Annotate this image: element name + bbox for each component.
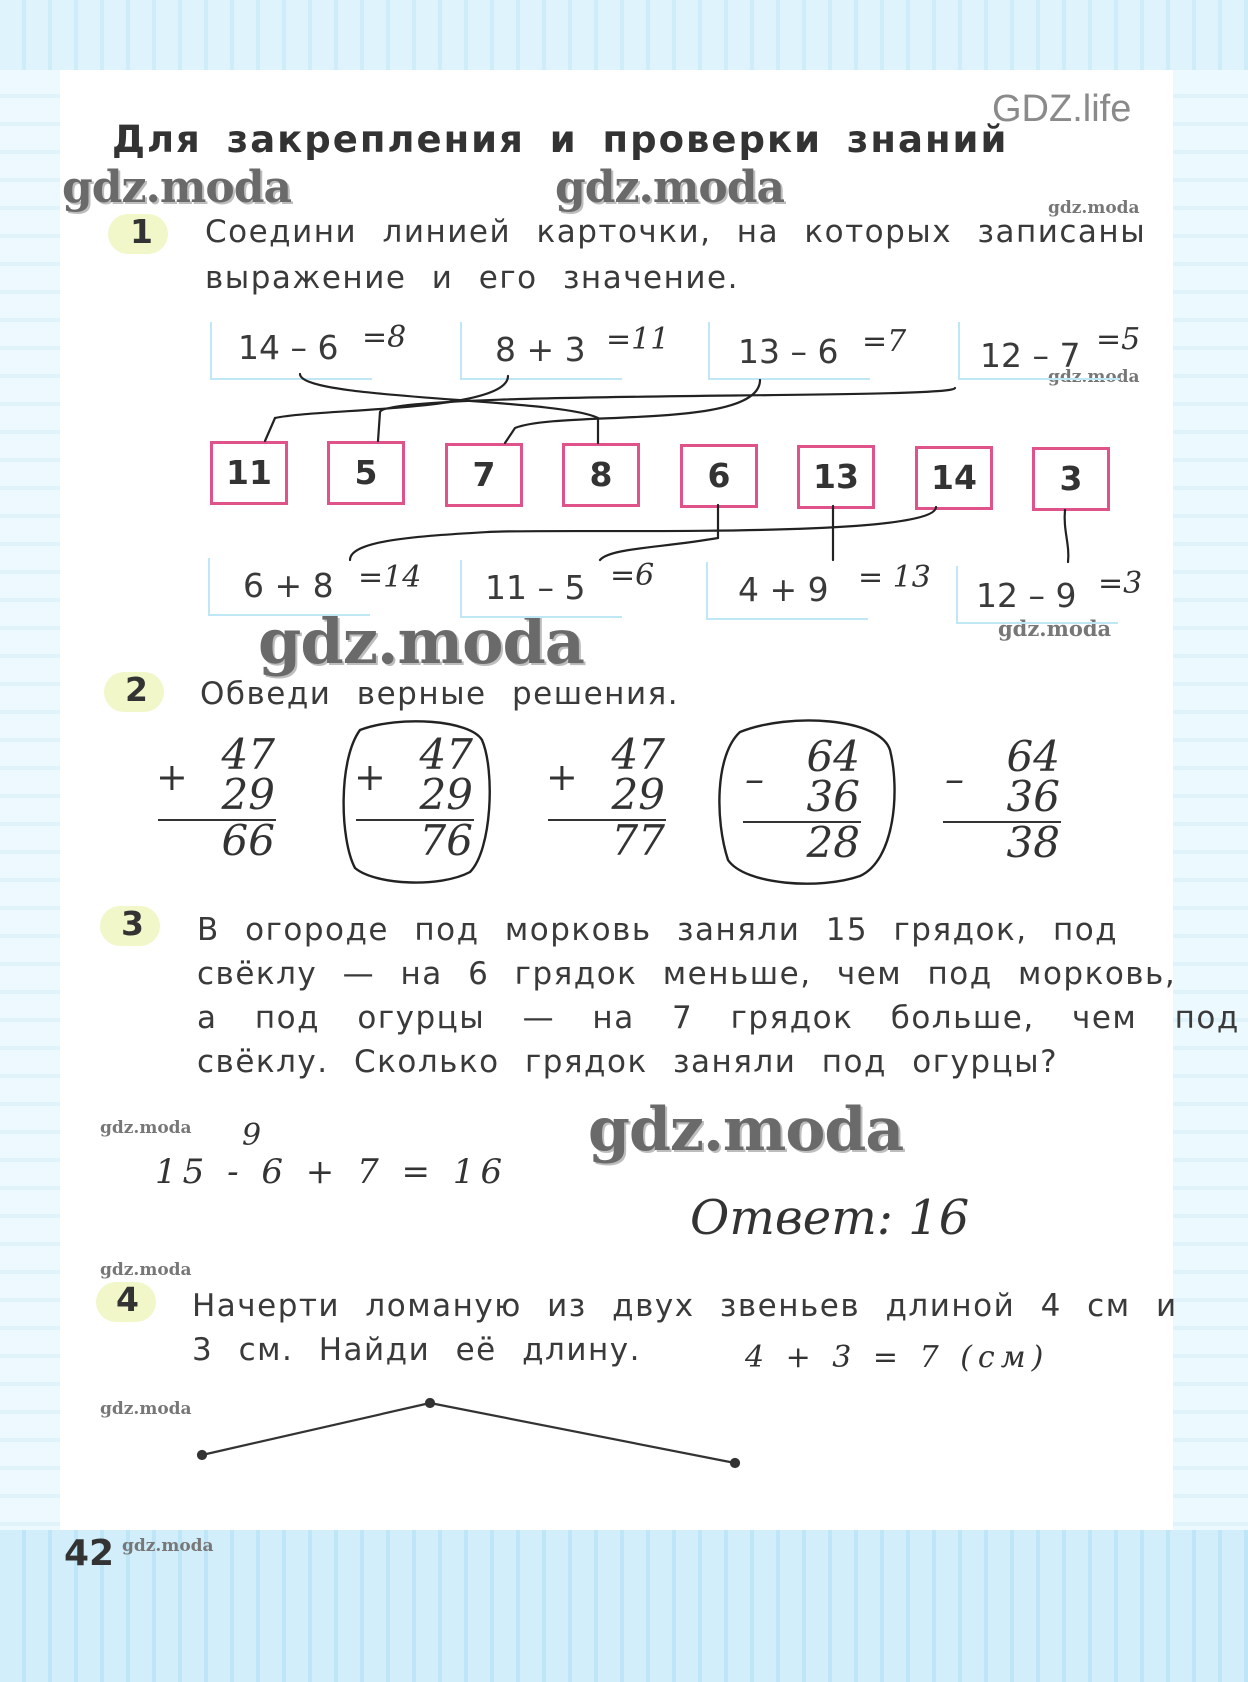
operand-b: 36 [806, 772, 860, 821]
operand-a: 64 [1006, 732, 1060, 781]
task3-text-line4: свёклу. Сколько грядок заняли под огурцы? [197, 1044, 1059, 1080]
card-expression: 11 – 5 [485, 568, 586, 607]
task3-answer: Ответ: 16 [690, 1190, 970, 1246]
solution-circles [0, 700, 1248, 900]
watermark: gdz.moda [100, 1260, 192, 1280]
link-13-6-to-7 [505, 380, 760, 443]
card-expression: 12 – 7 [980, 336, 1081, 375]
task1-text-line1: Соедини линией карточки, на которых записаны [205, 214, 1147, 250]
watermark: gdz.moda [100, 1399, 192, 1419]
link-6-8-to-14 [350, 507, 936, 560]
card-expression: 4 + 9 [738, 570, 829, 609]
watermark: gdz.moda [100, 1118, 192, 1138]
value-box: 7 [445, 443, 523, 507]
operand-b: 29 [419, 770, 473, 819]
link-11-5-to-6 [600, 505, 718, 560]
task3-work: 15 - 6 + 7 = 16 [155, 1152, 509, 1192]
watermark: gdz.moda [1048, 198, 1140, 218]
page-number: 42 [64, 1533, 115, 1574]
operand-b: 36 [1006, 772, 1060, 821]
task-number: 3 [121, 904, 144, 943]
operand-a: 64 [806, 732, 860, 781]
watermark: gdz.moda [62, 162, 292, 213]
link-12-9-to-3 [1065, 510, 1069, 562]
value-box: 11 [210, 441, 288, 505]
operator-sign: + [546, 755, 578, 799]
task-number: 2 [125, 670, 148, 709]
card-expression: 6 + 8 [243, 566, 334, 605]
vertex-point [731, 1459, 739, 1467]
operator-sign: – [945, 757, 964, 801]
segment-4cm [202, 1403, 430, 1455]
watermark: gdz.moda [122, 1536, 214, 1556]
work-note: 9 [242, 1118, 262, 1153]
task-number: 4 [116, 1280, 139, 1319]
operator-sign: + [156, 755, 188, 799]
card-answer: =7 [862, 324, 907, 359]
task1-text-line2: выражение и его значение. [205, 260, 739, 296]
card-expression: 14 – 6 [238, 328, 339, 367]
task2-text: Обведи верные решения. [200, 676, 680, 712]
value-box: 5 [327, 441, 405, 505]
operator-sign: – [745, 757, 764, 801]
value-box: 8 [562, 443, 640, 507]
card-answer: =14 [358, 560, 422, 595]
site-label: GDZ.life [992, 88, 1132, 130]
card-answer: =6 [610, 558, 655, 593]
operator-sign: + [354, 755, 386, 799]
operand-b: 29 [611, 770, 665, 819]
value-box: 13 [797, 445, 875, 509]
vertex-point [426, 1399, 434, 1407]
card-expression: 12 – 9 [976, 576, 1077, 615]
operand-a: 47 [611, 730, 665, 779]
link-14-6-to-8 [300, 374, 598, 443]
result: 76 [419, 816, 473, 865]
watermark: gdz.moda [588, 1095, 904, 1165]
card-answer: =8 [362, 320, 407, 355]
card-answer: = 13 [858, 560, 931, 595]
value-box: 6 [680, 444, 758, 508]
circle-mark [719, 720, 894, 883]
result: 66 [221, 816, 275, 865]
result: 77 [611, 816, 665, 865]
card-answer: =11 [606, 322, 670, 357]
card-expression: 8 + 3 [495, 330, 586, 369]
task3-text-line1: В огороде под морковь заняли 15 грядок, под [197, 912, 1119, 948]
operand-a: 47 [419, 730, 473, 779]
circle-mark [344, 721, 490, 882]
card-answer: =3 [1098, 566, 1143, 601]
operand-a: 47 [221, 730, 275, 779]
task-number: 1 [130, 212, 153, 251]
value-box: 14 [915, 446, 993, 510]
task3-text-line3: а под огурцы — на 7 грядок больше, чем под [197, 1000, 1240, 1036]
connection-lines [0, 0, 1248, 700]
operand-b: 29 [221, 770, 275, 819]
segment-3cm [430, 1403, 735, 1463]
task3-text-line2: свёклу — на 6 грядок меньше, чем под морковь, [197, 956, 1177, 992]
task4-text-line1: Начерти ломаную из двух звеньев длиной 4 см и [192, 1288, 1178, 1324]
watermark: gdz.moda [998, 616, 1112, 641]
vertex-point [198, 1451, 206, 1459]
result: 28 [806, 818, 860, 867]
page-heading: Для закрепления и проверки знаний [112, 118, 1009, 161]
broken-line-drawing [0, 1380, 1248, 1480]
watermark: gdz.moda [258, 605, 584, 678]
watermark: gdz.moda [1048, 367, 1140, 387]
task4-text-line2: 3 см. Найди её длину. [192, 1332, 641, 1368]
watermark: gdz.moda [555, 162, 785, 213]
card-answer: =5 [1096, 322, 1141, 357]
result: 38 [1006, 818, 1060, 867]
card-expression: 13 – 6 [738, 332, 839, 371]
task4-work: 4 + 3 = 7 (см) [745, 1340, 1050, 1375]
value-box: 3 [1032, 447, 1110, 511]
